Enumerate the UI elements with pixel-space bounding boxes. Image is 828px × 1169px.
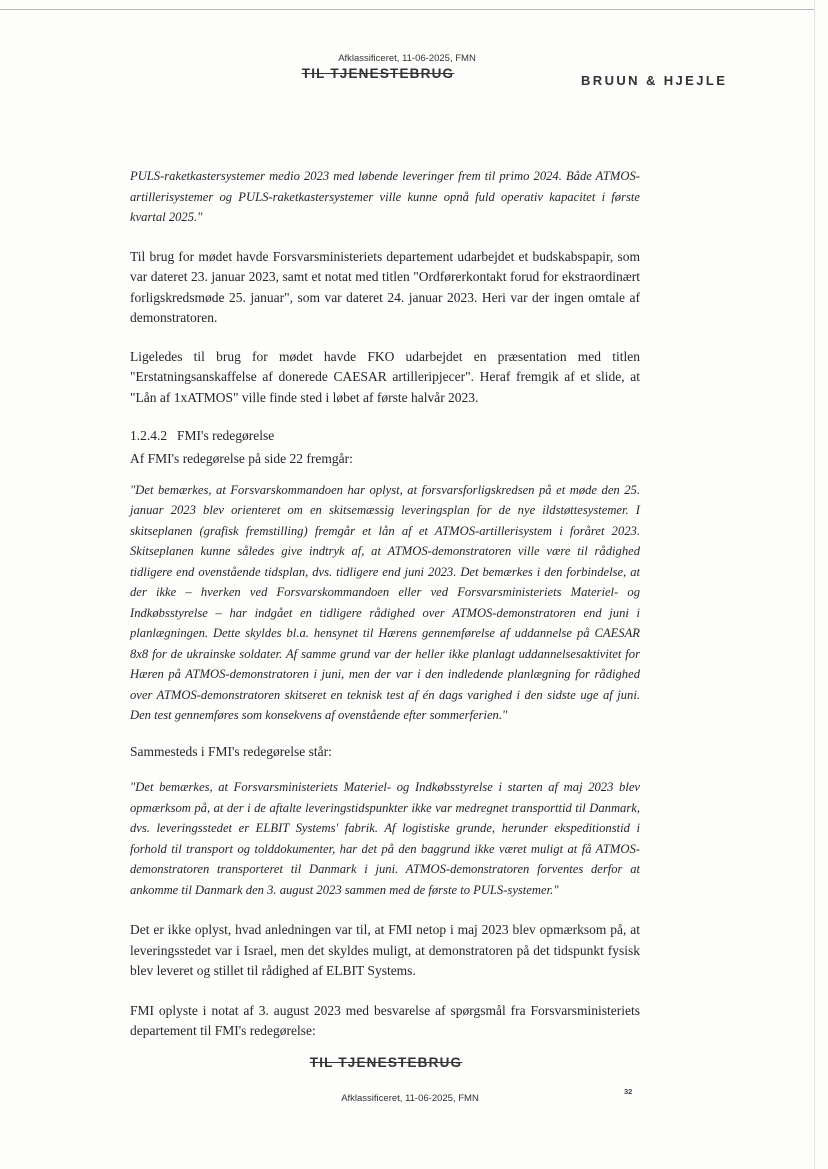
- classification-marking-top: TIL TJENESTEBRUG: [301, 66, 455, 81]
- page-number: 32: [624, 1087, 633, 1096]
- section-number: 1.2.4.2: [130, 428, 168, 443]
- quote-continuation: PULS-raketkastersystemer medio 2023 med løbende leveringer frem til primo 2024. Både ATMOS-artillerisystemer og PULS-raketkastersystemer ville kunne opnå fuld operativ kapacitet i første kvartal 2025.": [130, 169, 640, 224]
- scan-edge-line: [0, 9, 814, 10]
- paragraph-intro-quote-2: Sammesteds i FMI's redegørelse står:: [130, 743, 332, 759]
- section-heading: [130, 426, 640, 446]
- firm-logo: BRUUN & HJEJLE: [581, 73, 728, 88]
- paragraph-fmi-notat: FMI oplyste i notat af 3. august 2023 med besvarelse af spørgsmål fra Forsvarsministeriets departement til FMI's redegørelse:: [130, 1002, 640, 1038]
- section-title: FMI's redegørelse: [177, 428, 275, 443]
- quote-block-2: "Det bemærkes, at Forsvarsministeriets Materiel- og Indkøbsstyrelse i starten af maj 2023 blev opmærksom på, at der i de aftalte leveringstidspunkter ikke var medregnet transporttid til Danmark, dvs. leveringsstedet er ELBIT Systems' fabrik. Af logistiske grunde, herunder ekspeditionstid i forhold til transport og tolddokumenter, har det på den baggrund ikke været muligt at få ATMOS-demonstratoren transporteret til Danmark i juni. ATMOS-demonstratoren forventes derfor at ankomme til Danmark den 3. august 2023 sammen med de første to PULS-systemer.": [130, 780, 640, 897]
- declassification-stamp-bottom: Afklassificeret, 11-06-2025, FMN: [341, 1093, 479, 1104]
- paragraph-intro-quote-1: Af FMI's redegørelse på side 22 fremgår:: [130, 451, 353, 466]
- scan-edge-right: [814, 0, 815, 1169]
- paragraph-fko-presentation: Ligeledes til brug for mødet havde FKO udarbejdet en præsentation med titlen "Erstatningsanskaffelse af donerede CAESAR artilleripjecer". Heraf fremgik af et slide, at "Lån af 1xATMOS" ville finde sted i løbet af første halvår 2023.: [130, 348, 640, 405]
- paragraph-budskabspapir: Til brug for mødet havde Forsvarsministeriets departement udarbejdet et budskabspapir, som var dateret 23. januar 2023, samt et notat med titlen "Ordførerkontakt forud for ekstraordinært forligskredsmøde 25. januar", som var dateret 24. januar 2023. Heri var der ingen omtale af demonstratoren.: [130, 248, 640, 325]
- classification-marking-bottom: TIL TJENESTEBRUG: [309, 1055, 463, 1070]
- paragraph-israel-delivery: Det er ikke oplyst, hvad anledningen var til, at FMI netop i maj 2023 blev opmærksom på, at leveringsstedet var i Israel, men det skyldes muligt, at demonstratoren på det tidspunkt fysisk blev leveret og stillet til rådighed af ELBIT Systems.: [130, 922, 640, 978]
- document-body: [130, 166, 640, 1042]
- quote-block-1: "Det bemærkes, at Forsvarskommandoen har oplyst, at forsvarsforligskredsen på et møde den 25. januar 2023 blev orienteret om en skitsemæssig leveringsplan for de nye ildstøttesystemer. I skitseplanen (grafisk fremstilling) fremgår et lån af et ATMOS-artillerisystem i foråret 2023. Skitseplanen kunne således give indtryk af, at ATMOS-demonstratoren ville være til rådighed tidligere end ovenstående tidsplan, dvs. tidligere end juni 2023. Det bemærkes i den forbindelse, at der ikke – hverken ved Forsvarskommandoen eller ved Forsvarsministeriets Materiel- og Indkøbsstyrelse – har indgået en tidligere rådighed over ATMOS-demonstratoren end juni i planlægningen. Dette skyldes bl.a. hensynet til Hærens gennemførelse af uddannelse på CAESAR 8x8 for de ukrainske soldater. Af samme grund var der heller ikke planlagt uddannelsesaktivitet for Hæren på ATMOS-demonstratoren i juni, men der var i den indledende planlægning for rådighed over ATMOS-demonstratoren skitseret en teknisk test af én dags varighed i den sidste uge af juni. Den test gennemføres som konsekvens af ovenstående efter sommerferien.": [130, 482, 640, 722]
- declassification-stamp-top: Afklassificeret, 11-06-2025, FMN: [338, 53, 476, 64]
